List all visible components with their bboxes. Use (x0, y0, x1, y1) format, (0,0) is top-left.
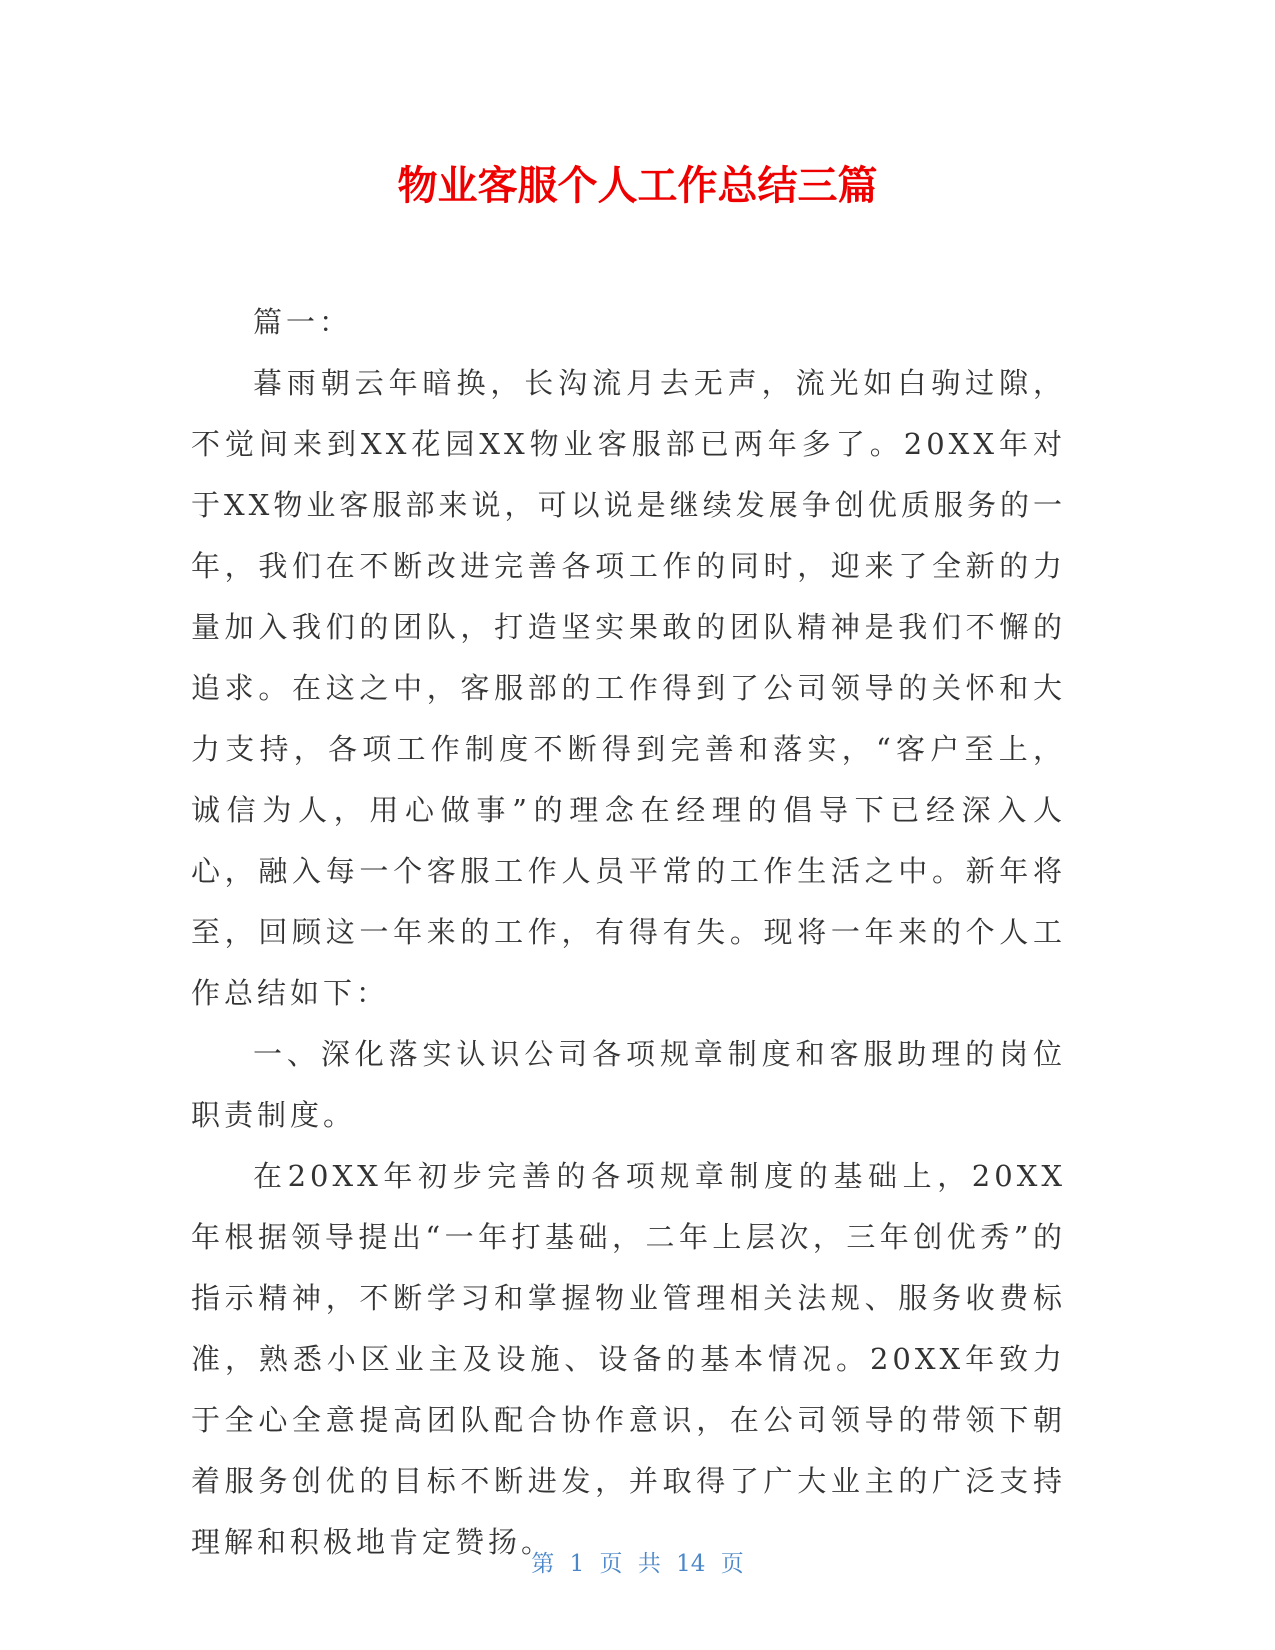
document-body (191, 292, 1066, 1573)
section-heading: 篇一： (253, 305, 353, 339)
body-paragraph: 一、深化落实认识公司各项规章制度和客服助理的岗位职责制度。 (191, 1037, 1066, 1132)
page-number-footer: 第 1 页 共 14 页 (531, 1551, 744, 1577)
body-paragraph: 暮雨朝云年暗换，长沟流月去无声，流光如白驹过隙，不觉间来到XX花园XX物业客服部已两年多了。20XX年对于XX物业客服部来说，可以说是继续发展争创优质服务的一年，我们在不断改进完善各项工作的同时，迎来了全新的力量加入我们的团队，打造坚实果敢的团队精神是我们不懈的追求。在这之中，客服部的工作得到了公司领导的关怀和大力支持，各项工作制度不断得到完善和落实，“客户至上，诚信为人，用心做事”的理念在经理的倡导下已经深入人心，融入每一个客服工作人员平常的工作生活之中。新年将至，回顾这一年来的工作，有得有失。现将一年来的个人工作总结如下： (191, 366, 1066, 1010)
document-title: 物业客服个人工作总结三篇 (397, 163, 878, 209)
body-paragraph: 在20XX年初步完善的各项规章制度的基础上，20XX年根据领导提出“一年打基础，二年上层次，三年创优秀”的指示精神，不断学习和掌握物业管理相关法规、服务收费标准，熟悉小区业主及设施、设备的基本情况。20XX年致力于全心全意提高团队配合协作意识，在公司领导的带领下朝着服务创优的目标不断进发，并取得了广大业主的广泛支持理解和积极地肯定赞扬。 (191, 1159, 1066, 1559)
